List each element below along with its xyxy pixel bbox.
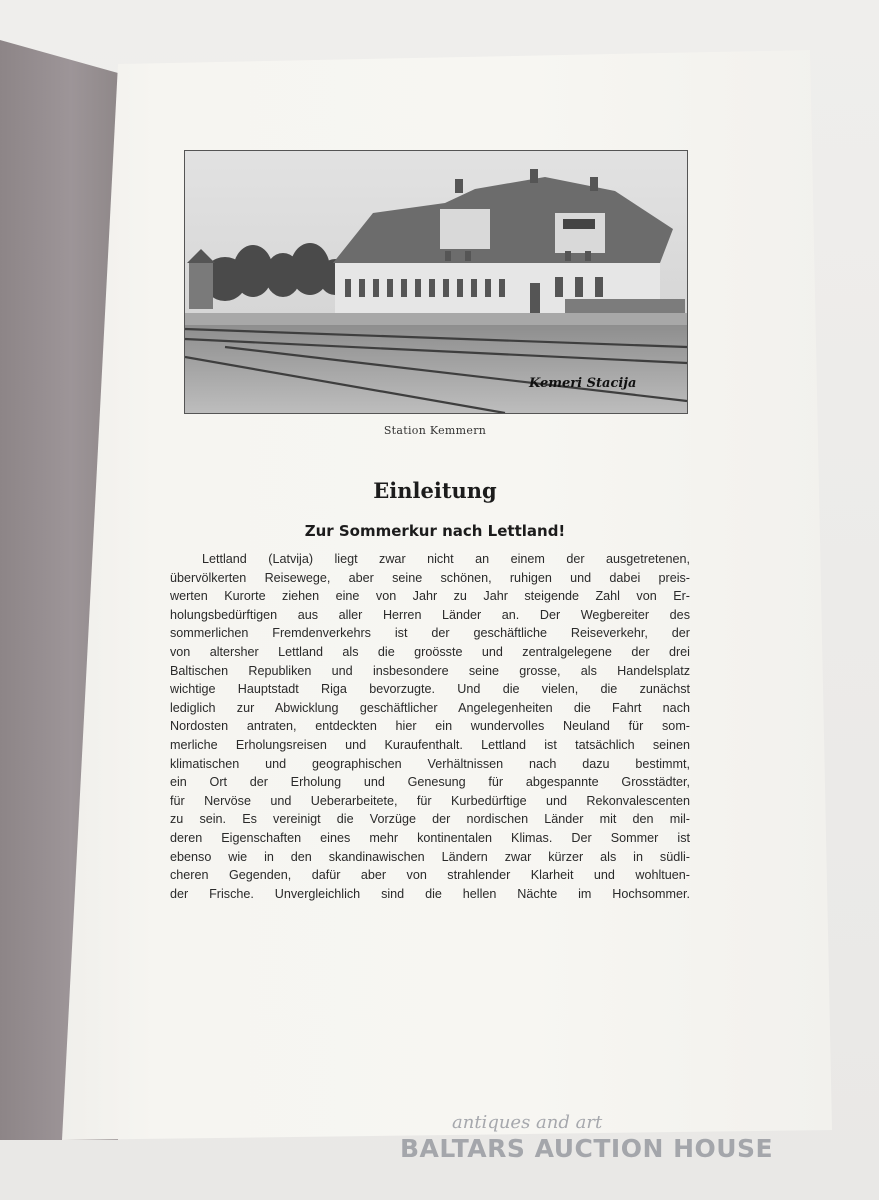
body-paragraph [170,550,690,903]
body-line: ein Ort der Erholung und Genesung für abgespannte Grosstädter, [170,775,690,790]
body-line: merliche Erholungsreisen und Kuraufenthalt. Lettland ist tatsächlich seinen [170,737,690,752]
auction-watermark [400,1112,800,1172]
body-line: von altersher Lettland als die groösste und zentralgelegene der drei [170,644,690,659]
body-line: für Nervöse und Ueberarbeitete, für Kurbedürftige und Rekonvalescenten [170,793,690,808]
body-line: deren Eigenschaften eines mehr kontinentalen Klimas. Der Sommer ist [170,830,690,845]
section-heading: Einleitung [373,478,497,503]
body-line: werten Kurorte ziehen eine von Jahr zu Jahr steigende Zahl von Er- [170,589,690,604]
photo-caption: Station Kemmern [383,424,487,437]
body-line: Nordosten antraten, entdeckten hier ein wundervolles Neuland für som- [170,719,690,734]
body-line: Lettland (Latvija) liegt zwar nicht an einem der ausgetretenen, [202,552,690,566]
body-line: zu sein. Es vereinigt die Vorzüge der nordischen Länder mit den mil- [170,812,690,827]
body-line: lediglich zur Abwicklung geschäftlicher Angelegenheiten die Fahrt nach [170,700,690,715]
body-line: cheren Gegenden, dafür aber von strahlender Klarheit und wohltuen- [170,868,690,883]
body-line: klimatischen und geographischen Verhältnissen nach dazu bestimmt, [170,756,690,771]
watermark-brand: BALTARS AUCTION HOUSE [400,1134,774,1163]
photo-inscription: Kemeri Stacija [529,376,637,391]
body-line: holungsbedürftigen aus aller Herren Länder an. Der Wegbereiter des [170,607,690,622]
body-line: wichtige Hauptstadt Riga bevorzugte. Und die vielen, die zunächst [170,682,690,697]
watermark-tagline: antiques and art [452,1112,603,1133]
body-line: der Frische. Unvergleichlich sind die hellen Nächte im Hochsommer. [170,886,690,901]
body-line: übervölkerten Reisewege, aber seine schönen, ruhigen und dabei preis- [170,570,690,585]
body-line: ebenso wie in den skandinawischen Ländern zwar kürzer als in südli- [170,849,690,864]
section-subheading: Zur Sommerkur nach Lettland! [304,522,566,540]
body-line: Baltischen Republiken und insbesondere seine grosse, als Handelsplatz [170,663,690,678]
body-line: sommerlichen Fremdenverkehrs ist der geschäftliche Reiseverkehr, der [170,626,690,641]
station-photo [184,150,688,414]
